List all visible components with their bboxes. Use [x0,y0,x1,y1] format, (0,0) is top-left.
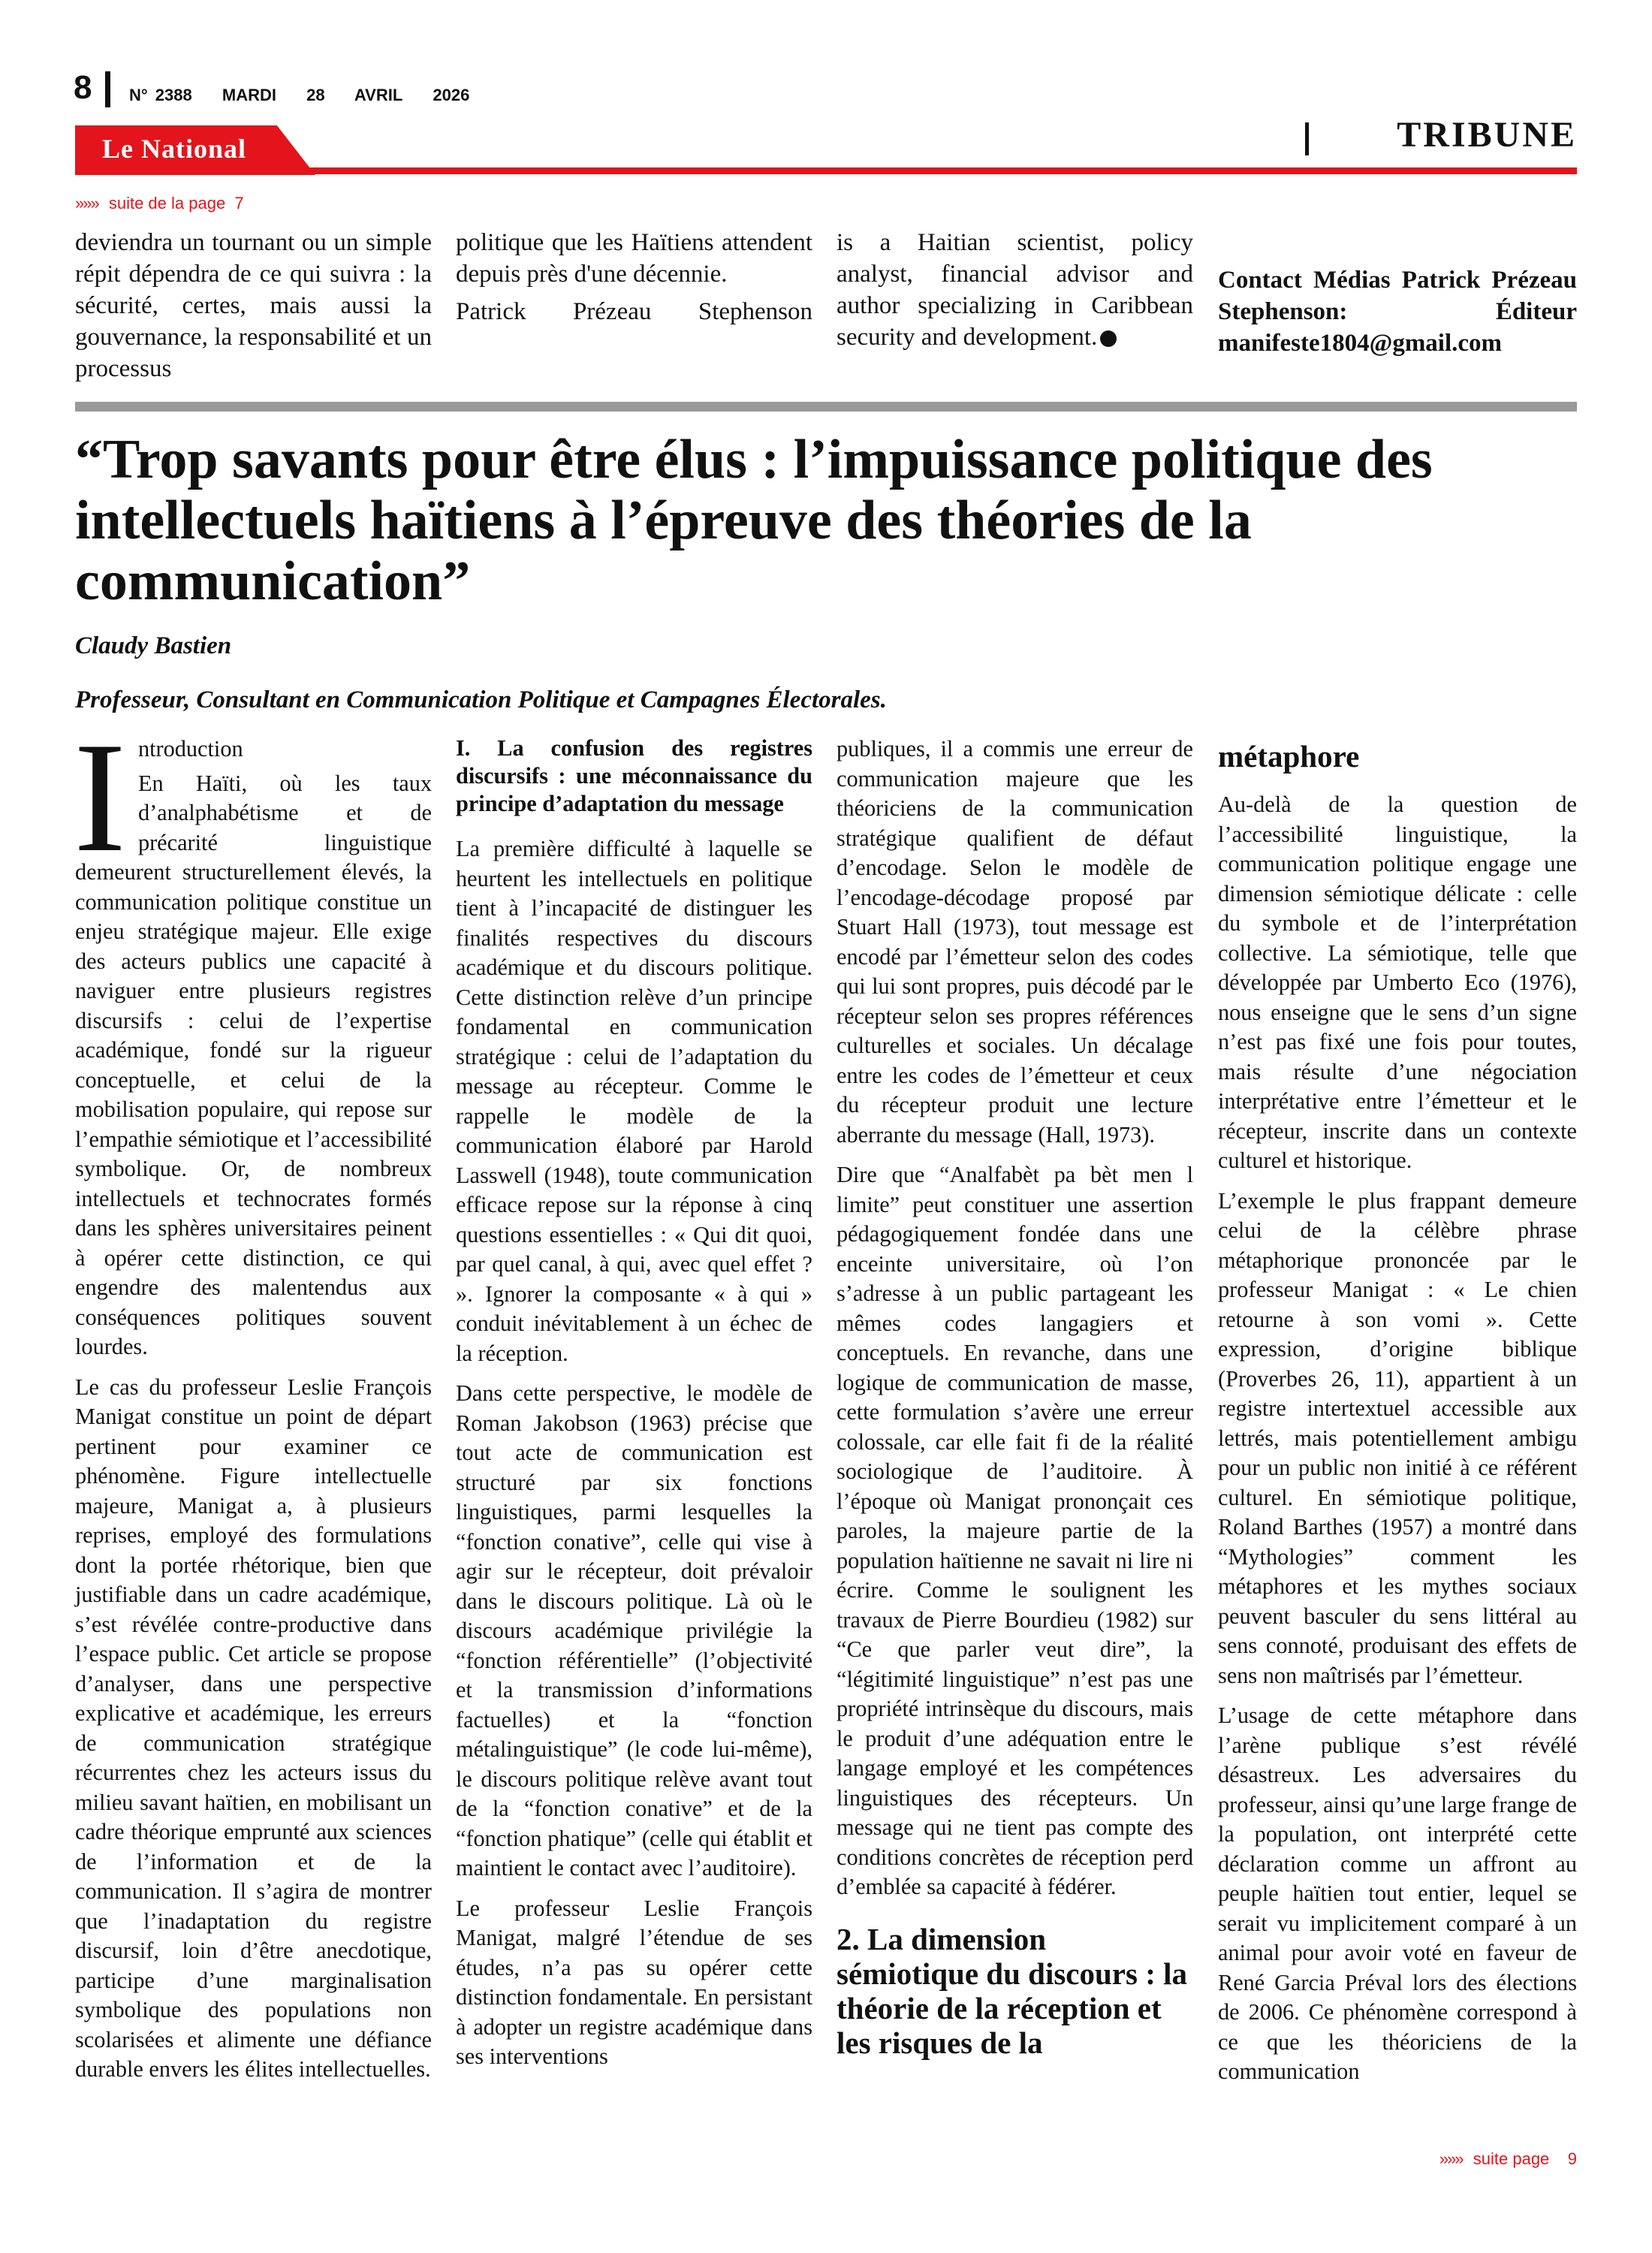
article-column-3 [837,734,1193,2060]
issue-number: N° 2388 [129,86,192,104]
article-column-4 [1218,734,1577,2098]
drop-cap: I [74,710,126,885]
newspaper-logo: Le National [102,134,247,164]
continued-to-page: 9 [1567,2149,1577,2168]
previous-article-col3 [837,227,1193,359]
previous-article-text: politique que les Haïtiens attendent depuis près d'une décennie. [456,229,812,288]
paragraph: Dans cette perspective, le modèle de Roman Jakobson (1963) précise que tout acte de communication est structuré par six fonctions linguistiques, parmi lesquelles la “fonction conative”, celle qui vise à agir sur le récepteur, doit prévaloir dans le discours politique. Là où le discours académique privilégie la “fonction référentielle” (l’objectivité et la transmission d’informations factuelles) et la “fonction métalinguistique” (le code lui-même), le discours politique relève avant tout de la “fonction conative” et de la “fonction phatique” (celle qui établit et maintient le contact avec l’auditoire). [456,1380,812,1881]
issue-date: 28 [306,86,325,104]
author-bio: is a Haitian scientist, policy analyst, financial advisor and author specializing in Caribbean security and development. [837,229,1193,351]
section-2-heading-continued: métaphore [1218,739,1360,774]
section-title: TRIBUNE [1397,115,1577,155]
article-column-2 [456,734,812,2083]
intro-heading: ntroduction [137,736,243,762]
previous-article-text: deviendra un tournant ou un simple répit dépendra de ce qui suivra : la sécurité, certes, mais aussi la gouvernance, la responsabilité et un processus [75,229,432,382]
issue-day: MARDI [222,86,276,104]
arrow-icon: »»» [1439,2149,1463,2168]
continued-from-label: suite de la page [108,194,226,213]
continued-from-page: 7 [234,194,244,213]
paragraph: La première difficulté à laquelle se heurtent les intellectuels en politique tient à l’incapacité de distinguer les finalités respectives du discours académique et du discours politique. Cette distinction relève d’un principe fondamental en communication stratégique : celui de l’adaptation du message au récepteur. Comme le rappelle le modèle de la communication élaboré par Harold Lasswell (1948), toute communication efficace repose sur la réponse à cinq questions essentielles : « Qui dit quoi, par quel canal, à qui, avec quel effet ? ». Ignorer la composante « à qui » conduit inévitablement à un échec de la réception. [456,836,812,1366]
arrow-icon: »»» [75,194,98,213]
media-contact: Contact Médias Patrick Prézeau Stephenson: Éditeur manifeste1804@gmail.com [1218,267,1577,357]
paragraph: publiques, il a commis une erreur de communication majeure que les théoriciens de la communication stratégique qualifient de défaut d’encodage. Selon le modèle de l’encodage-décodage proposé par Stuart Hall (1973), tout message est encodé par l’émetteur selon des codes qui lui sont propres, puis décodé par le récepteur selon ses propres références culturelles et sociales. Un décalage entre les codes de l’émetteur et ceux du récepteur produit une lecture aberrante du message (Hall, 1973). [837,736,1193,1148]
paragraph: Le professeur Leslie François Manigat, malgré l’étendue de ses études, n’a pas su opérer cette distinction fondamentale. En persistant à adopter un registre académique dans ses interventions [456,1895,812,2069]
author-affiliation: Professeur, Consultant en Communication Politique et Campagnes Électorales. [75,686,887,713]
section-divider [1305,122,1309,155]
continued-to [1439,2149,1577,2169]
article-title: “Trop savants pour être élus : l’impuissance politique des intellectuels haïtiens à l’épreuve des théories de la communication” [75,429,1433,612]
issue-year: 2026 [433,86,470,104]
paragraph: L’exemple le plus frappant demeure celui de la célèbre phrase métaphorique prononcée par le professeur Manigat : « Le chien retourne à son vomi ». Cette expression, d’origine biblique (Proverbes 26, 11), appartient à un registre intertextuel accessible aux lettrés, mais potentiellement ambigu pour un public non initié à ce référent culturel. En sémiotique politique, Roland Barthes (1957) a montré dans “Mythologies” comment les métaphores et les mythes sociaux peuvent basculer du sens littéral au sens connoté, produisant des effets de sens non maîtrisés par l’émetteur. [1218,1187,1577,1688]
header-divider [105,71,110,107]
paragraph: Au-delà de la question de l’accessibilité linguistique, la communication politique engage une dimension sémiotique délicate : celle du symbole et de l’interprétation collective. La sémiotique, telle que développée par Umberto Eco (1976), nous enseigne que le sens d’un signe n’est pas fixé une fois pour toutes, mais résulte d’une négociation interprétative entre l’émetteur et le récepteur, inscrite dans un contexte culturel et historique. [1218,792,1577,1173]
section-2-heading: 2. La dimension sémiotique du discours : la théorie de la réception et les risques de la [837,1921,1187,2060]
paragraph: Le cas du professeur Leslie François Manigat constitue un point de départ pertinent pour examiner ce phénomène. Figure intellectuelle majeure, Manigat a, à plusieurs reprises, employé des formulations dont la portée rhétorique, bien que justifiable dans un cadre académique, s’est révélée contre-productive dans l’espace public. Cet article se propose d’analyser, dans une perspective explicative et académique, les erreurs de communication stratégique récurrentes chez les acteurs issus du milieu savant haïtien, en mobilisant un cadre théorique emprunté aux sciences de l’information et de la communication. Il s’agira de montrer que l’inadaptation du registre discursif, loin d’être anecdotique, participe d’une marginalisation symbolique des populations non scolarisées et alimente une défiance durable envers les élites intellectuelles. [75,1374,432,2082]
issue-month: AVRIL [354,86,403,104]
paragraph: En Haïti, où les taux d’analphabétisme et de précarité linguistique demeurent structurellement élevés, la communication politique constitue un enjeu stratégique majeur. Elle exige des acteurs publics une capacité à naviguer entre plusieurs registres discursifs : celui de l’expertise académique, fondé sur la rigueur conceptuelle, et celui de la mobilisation populaire, qui repose sur l’empathie sémiotique et l’accessibilité symbolique. Or, de nombreux intellectuels et technocrates formés dans les sphères universitaires peinent à opérer cette distinction, ce qui engendre des malentendus aux conséquences politiques souvent lourdes. [75,770,432,1359]
end-mark-icon [1100,330,1117,347]
section-1-heading: I. La confusion des registres discursifs : une méconnaissance du principe d’adaptation du message [456,735,812,816]
article-column-1 [74,710,432,2095]
previous-article-signature: Patrick Prézeau Stephenson [456,298,812,325]
continued-from [75,194,244,213]
article-author: Claudy Bastien [75,632,232,659]
continued-to-label: suite page [1473,2149,1550,2168]
page-number: 8 [74,69,92,106]
previous-article-col1 [75,227,432,391]
issue-meta [129,86,492,105]
article-separator [75,402,1577,412]
previous-article-col2 [456,227,812,333]
paragraph: Dire que “Analfabèt pa bèt men l limite” peut constituer une assertion pédagogiquement fondée dans une enceinte universitaire, où l’on s’adresse à un public partageant les mêmes codes langagiers et conceptuels. En revanche, dans une logique de communication de masse, cette formulation s’avère une erreur colossale, car elle fait fi de la réalité sociologique de l’auditoire. À l’époque où Manigat prononçait ces paroles, la majeure partie de la population haïtienne ne savait ni lire ni écrire. Comme le soulignent les travaux de Pierre Bourdieu (1982) sur “Ce que parler veut dire”, la “légitimité linguistique” n’est pas une propriété intrinsèque du discours, mais le produit d’une adéquation entre le langage employé et les compétences linguistiques des récepteurs. Un message qui ne tient pas compte des conditions concrètes de réception perd d’emblée sa capacité à fédérer. [837,1162,1193,1899]
paragraph: L’usage de cette métaphore dans l’arène publique s’est révélé désastreux. Les adversaires du professeur, ainsi qu’une large frange de la population, ont interprété cette déclaration comme un affront au peuple haïtien tout entier, lequel se serait vu implicitement comparé à un animal pour avoir voté en faveur de René Garcia Préval lors des élections de 2006. Ce phénomène correspond à ce que les théoriciens de la communication [1218,1703,1577,2084]
